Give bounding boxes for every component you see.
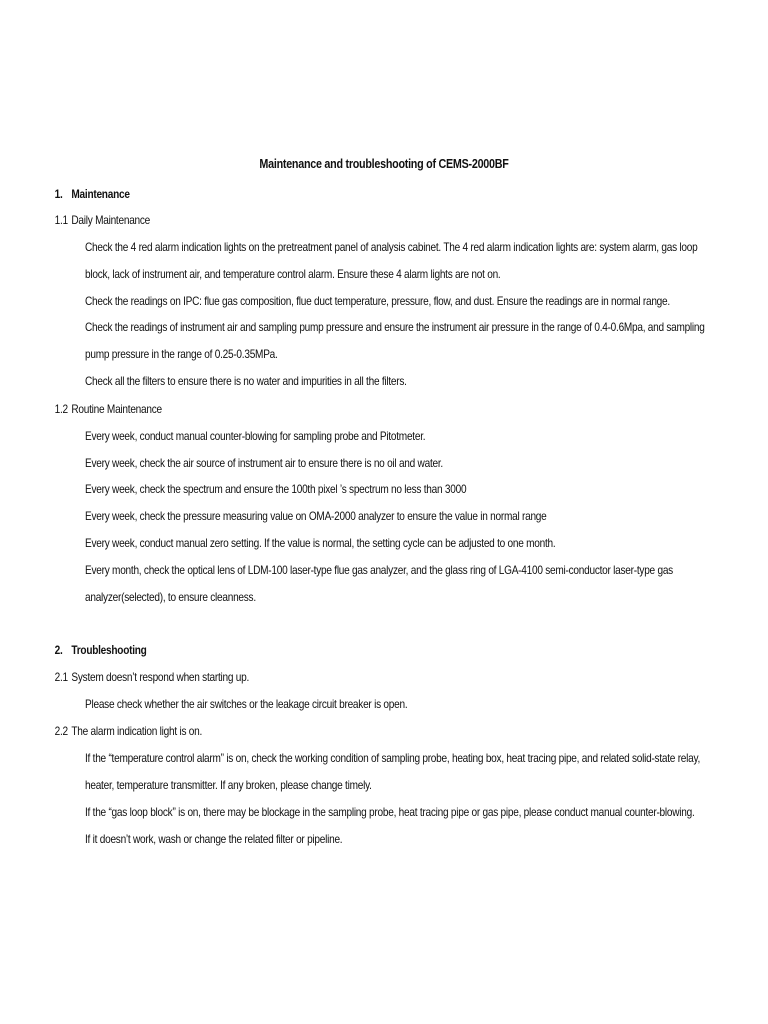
body-line: If the “temperature control alarm” is on, check the working condition of sampling probe, heating box, heat tracing pipe, and related solid-state relay, (85, 751, 701, 765)
subsection-number: 2.2 (54, 724, 68, 738)
subsection-title: System doesn’t respond when starting up. (71, 670, 250, 684)
section-number: 1. (54, 187, 63, 201)
body-line: Every week, check the air source of instrument air to ensure there is no oil and water. (85, 456, 443, 470)
body-line: Every week, conduct manual zero setting. If the value is normal, the setting cycle can be adjusted to one month. (85, 536, 556, 550)
subsection-title: Routine Maintenance (71, 402, 162, 416)
section-title: Troubleshooting (71, 643, 147, 657)
body-line: If the “gas loop block” is on, there may be blockage in the sampling probe, heat tracing pipe or gas pipe, please conduct manual counter-blowing. (85, 805, 695, 819)
body-line: Every week, check the pressure measuring value on OMA-2000 analyzer to ensure the value in normal range (85, 509, 547, 523)
document-title: Maintenance and troubleshooting of CEMS-2000BF (259, 157, 509, 171)
body-line: Check the readings on IPC: flue gas composition, flue duct temperature, pressure, flow, and dust. Ensure the readings are in normal range. (85, 294, 670, 308)
body-line: Every month, check the optical lens of LDM-100 laser-type flue gas analyzer, and the glass ring of LGA-4100 semi-conductor laser-type gas (85, 563, 673, 577)
section-number: 2. (54, 643, 63, 657)
subsection-title: Daily Maintenance (71, 213, 151, 227)
body-line: Every week, check the spectrum and ensure the 100th pixel ’s spectrum no less than 3000 (85, 482, 467, 496)
body-line: block, lack of instrument air, and temperature control alarm. Ensure these 4 alarm lights are not on. (85, 267, 501, 281)
body-line: analyzer(selected), to ensure cleanness. (85, 590, 256, 604)
subsection-number: 2.1 (54, 670, 68, 684)
body-line: pump pressure in the range of 0.25-0.35MPa. (85, 347, 278, 361)
body-line: Check the readings of instrument air and sampling pump pressure and ensure the instrument air pressure in the range of 0.4-0.6Mpa, and sampling (85, 320, 705, 334)
subsection-number: 1.1 (54, 213, 68, 227)
body-line: Please check whether the air switches or the leakage circuit breaker is open. (85, 697, 408, 711)
subsection-number: 1.2 (54, 402, 68, 416)
subsection-title: The alarm indication light is on. (71, 724, 203, 738)
body-line: heater, temperature transmitter. If any broken, please change timely. (85, 778, 372, 792)
section-title: Maintenance (71, 187, 130, 201)
body-line: Check the 4 red alarm indication lights on the pretreatment panel of analysis cabinet. The 4 red alarm indication lights are: system alarm, gas loop (85, 240, 698, 254)
body-line: If it doesn’t work, wash or change the related filter or pipeline. (85, 832, 343, 846)
body-line: Check all the filters to ensure there is no water and impurities in all the filters. (85, 374, 407, 388)
body-line: Every week, conduct manual counter-blowing for sampling probe and Pitotmeter. (85, 429, 426, 443)
